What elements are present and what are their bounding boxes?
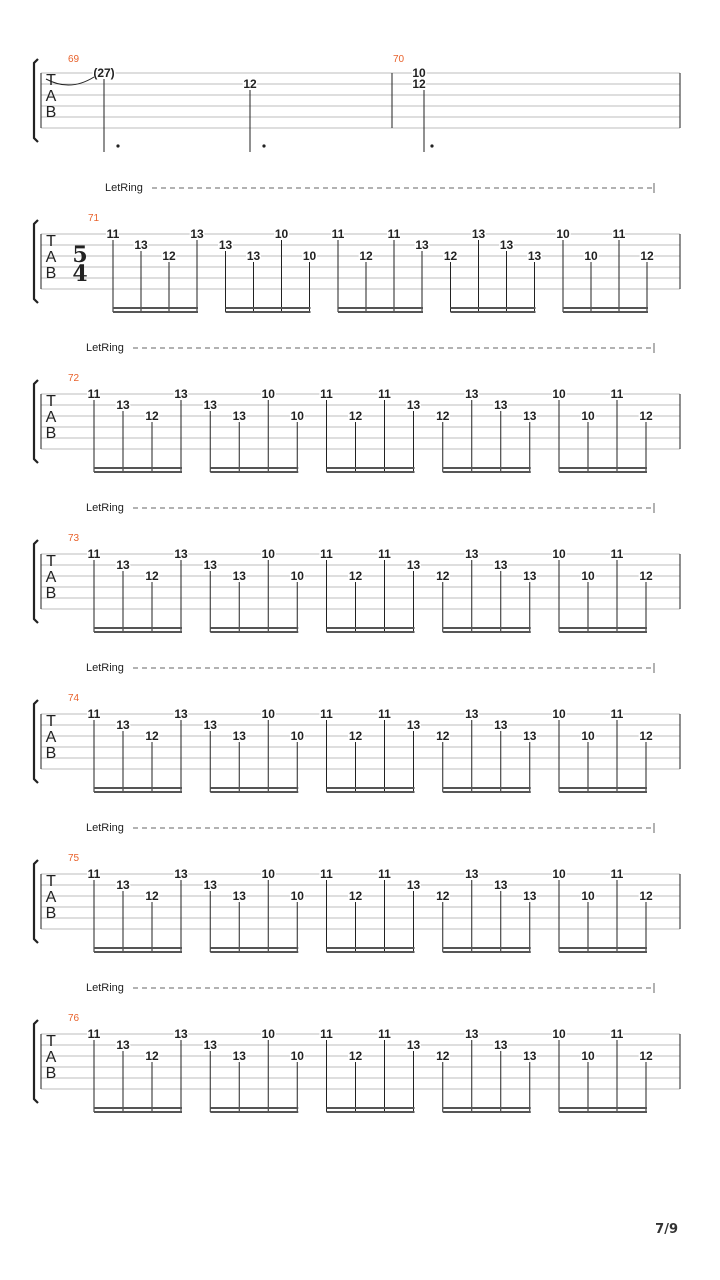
beam <box>443 471 531 473</box>
fret-number: 10 <box>290 889 304 903</box>
beam <box>327 951 415 953</box>
fret-number: 12 <box>243 77 257 91</box>
fret-number: 11 <box>87 867 101 881</box>
fret-number: 13 <box>406 718 421 732</box>
fret-number: 12 <box>145 729 159 743</box>
beam <box>210 467 298 469</box>
beam <box>210 787 298 789</box>
fret-number: 13 <box>190 227 204 241</box>
beam <box>327 631 415 633</box>
fret-number: 13 <box>232 889 246 903</box>
beam <box>113 311 198 313</box>
fret-number: 12 <box>412 77 426 91</box>
fret-number: 10 <box>302 249 317 263</box>
fret-number: 10 <box>552 707 566 721</box>
fret-number: 13 <box>246 249 261 263</box>
fret-number: 10 <box>584 249 598 263</box>
fret-number: 13 <box>203 558 217 572</box>
fret-number: 13 <box>406 1038 421 1052</box>
beam <box>94 951 182 953</box>
fret-number: 13 <box>527 249 542 263</box>
fret-number: 10 <box>290 1049 304 1063</box>
beam <box>327 787 415 789</box>
system-bracket <box>34 540 38 623</box>
beam <box>94 471 182 473</box>
fret-number: 10 <box>290 569 304 583</box>
beam <box>113 307 198 309</box>
fret-number: 13 <box>203 1038 217 1052</box>
beam <box>451 311 536 313</box>
fret-number: 11 <box>612 227 626 241</box>
fret-number: 13 <box>116 878 130 892</box>
beam <box>563 307 648 309</box>
let-ring-label: LetRing <box>86 342 124 354</box>
fret-number: 10 <box>552 867 566 881</box>
tab-clef-letter: A <box>45 88 57 105</box>
fret-number: 12 <box>436 1049 450 1063</box>
fret-number: 12 <box>639 729 653 743</box>
fret-number: 12 <box>162 249 176 263</box>
fret-number: 13 <box>494 718 508 732</box>
beam <box>443 627 531 629</box>
measure-number: 76 <box>68 1013 80 1024</box>
beam <box>226 307 311 309</box>
fret-number: 11 <box>320 1027 333 1041</box>
beam <box>443 1111 531 1113</box>
beam <box>443 467 531 469</box>
fret-number: 11 <box>378 707 391 721</box>
beam <box>327 467 415 469</box>
fret-number: 12 <box>639 569 653 583</box>
beam <box>210 1111 298 1113</box>
system-bracket <box>34 59 38 142</box>
fret-number: 10 <box>261 867 275 881</box>
fret-number: 13 <box>523 1049 537 1063</box>
fret-number: 13 <box>232 409 246 423</box>
beam <box>443 947 531 949</box>
tab-clef-letter: T <box>46 393 56 410</box>
beam <box>210 947 298 949</box>
fret-number: 11 <box>320 387 333 401</box>
beam <box>559 1107 647 1109</box>
beam <box>210 471 298 473</box>
fret-number: 13 <box>499 238 514 252</box>
tab-clef-letter: A <box>45 1049 57 1066</box>
system-bracket <box>34 700 38 783</box>
page-number: 7/9 <box>655 1222 678 1237</box>
let-ring-label: LetRing <box>86 982 124 994</box>
beam <box>443 1107 531 1109</box>
beam <box>94 467 182 469</box>
tab-clef-letter: B <box>45 265 57 282</box>
fret-number: 13 <box>465 547 479 561</box>
fret-number: 13 <box>174 867 188 881</box>
fret-number: 12 <box>348 1049 363 1063</box>
tab-clef-letter: T <box>46 72 56 89</box>
beam <box>559 951 647 953</box>
fret-number: 13 <box>523 889 537 903</box>
measure-number: 73 <box>68 533 80 544</box>
beam <box>210 1107 298 1109</box>
beam <box>559 947 647 949</box>
system-bracket <box>34 860 38 943</box>
fret-number: 11 <box>320 547 333 561</box>
beam <box>226 311 311 313</box>
fret-number: 12 <box>443 249 458 263</box>
fret-number: 13 <box>523 409 537 423</box>
tab-clef-letter: B <box>45 104 57 121</box>
tab-clef-letter: B <box>45 425 57 442</box>
fret-number: 11 <box>87 387 101 401</box>
fret-number: 13 <box>471 227 486 241</box>
fret-number: 13 <box>523 569 537 583</box>
beam <box>443 631 531 633</box>
tab-clef-letter: T <box>46 1033 56 1050</box>
tab-clef-letter: A <box>45 729 57 746</box>
tab-clef-letter: B <box>45 745 57 762</box>
fret-number: 13 <box>406 558 421 572</box>
time-signature-bottom: 4 <box>72 261 88 287</box>
fret-number: 11 <box>610 867 624 881</box>
fret-number: 13 <box>134 238 148 252</box>
fret-number: 13 <box>406 398 421 412</box>
beam <box>327 627 415 629</box>
beam <box>94 787 182 789</box>
beam <box>94 631 182 633</box>
measure-number: 70 <box>393 54 405 65</box>
beam <box>94 947 182 949</box>
fret-number: 13 <box>232 729 246 743</box>
dot <box>430 144 433 147</box>
fret-number: 10 <box>261 707 275 721</box>
measure-number: 72 <box>68 373 80 384</box>
fret-number: 13 <box>465 867 479 881</box>
fret-number: (27) <box>93 66 115 80</box>
fret-number: 12 <box>145 569 159 583</box>
beam <box>563 311 648 313</box>
tab-clef-letter: B <box>45 905 57 922</box>
beam <box>210 791 298 793</box>
tab-clef-letter: A <box>45 249 57 266</box>
beam <box>559 791 647 793</box>
fret-number: 13 <box>174 1027 188 1041</box>
fret-number: 13 <box>203 718 217 732</box>
fret-number: 13 <box>494 398 508 412</box>
fret-number: 10 <box>274 227 289 241</box>
fret-number: 13 <box>523 729 537 743</box>
beam <box>210 951 298 953</box>
beam <box>338 307 423 309</box>
fret-number: 13 <box>116 1038 130 1052</box>
beam <box>94 627 182 629</box>
fret-number: 10 <box>261 387 275 401</box>
fret-number: 13 <box>465 707 479 721</box>
beam <box>559 467 647 469</box>
beam <box>443 951 531 953</box>
fret-number: 13 <box>406 878 421 892</box>
beam <box>327 947 415 949</box>
fret-number: 12 <box>640 249 654 263</box>
measure-number: 74 <box>68 693 80 704</box>
dot <box>116 144 119 147</box>
fret-number: 10 <box>581 1049 595 1063</box>
fret-number: 13 <box>203 398 217 412</box>
fret-number: 12 <box>436 409 450 423</box>
fret-number: 10 <box>581 569 595 583</box>
beam <box>443 787 531 789</box>
fret-number: 12 <box>436 729 450 743</box>
let-ring-label: LetRing <box>86 822 124 834</box>
tab-clef-letter: A <box>45 889 57 906</box>
fret-number: 13 <box>116 398 130 412</box>
fret-number: 12 <box>145 1049 159 1063</box>
fret-number: 10 <box>556 227 570 241</box>
system-bracket <box>34 220 38 303</box>
beam <box>559 631 647 633</box>
fret-number: 12 <box>348 889 363 903</box>
beam <box>94 1107 182 1109</box>
fret-number: 12 <box>348 409 363 423</box>
fret-number: 11 <box>378 1027 391 1041</box>
tab-clef-letter: B <box>45 585 57 602</box>
beam <box>210 631 298 633</box>
fret-number: 13 <box>465 1027 479 1041</box>
fret-number: 13 <box>218 238 233 252</box>
fret-number: 12 <box>639 889 653 903</box>
fret-number: 11 <box>610 1027 624 1041</box>
fret-number: 12 <box>145 409 159 423</box>
fret-number: 11 <box>87 547 101 561</box>
beam <box>559 787 647 789</box>
let-ring-label: LetRing <box>86 662 124 674</box>
tab-clef-letter: A <box>45 569 57 586</box>
fret-number: 12 <box>436 889 450 903</box>
fret-number: 12 <box>639 409 653 423</box>
fret-number: 11 <box>87 707 101 721</box>
time-signature-top: 5 <box>72 242 88 268</box>
fret-number: 10 <box>552 1027 566 1041</box>
fret-number: 13 <box>465 387 479 401</box>
beam <box>559 627 647 629</box>
measure-number: 75 <box>68 853 80 864</box>
fret-number: 10 <box>581 729 595 743</box>
fret-number: 10 <box>290 409 304 423</box>
fret-number: 13 <box>203 878 217 892</box>
system-bracket <box>34 380 38 463</box>
fret-number: 10 <box>581 409 595 423</box>
fret-number: 11 <box>610 547 624 561</box>
tab-clef-letter: T <box>46 233 56 250</box>
fret-number: 10 <box>261 1027 275 1041</box>
fret-number: 11 <box>106 227 120 241</box>
beam <box>443 791 531 793</box>
fret-number: 11 <box>387 227 401 241</box>
fret-number: 13 <box>494 878 508 892</box>
fret-number: 12 <box>145 889 159 903</box>
fret-number: 13 <box>232 1049 246 1063</box>
beam <box>210 627 298 629</box>
fret-number: 10 <box>412 66 426 80</box>
beam <box>94 791 182 793</box>
fret-number: 11 <box>320 867 333 881</box>
beam <box>327 791 415 793</box>
fret-number: 10 <box>290 729 304 743</box>
beam <box>94 1111 182 1113</box>
beam <box>451 307 536 309</box>
beam <box>327 1107 415 1109</box>
beam <box>559 1111 647 1113</box>
tab-clef-letter: B <box>45 1065 57 1082</box>
beam <box>327 471 415 473</box>
fret-number: 11 <box>378 867 391 881</box>
tab-clef-letter: T <box>46 553 56 570</box>
tab-clef-letter: T <box>46 873 56 890</box>
fret-number: 13 <box>174 387 188 401</box>
beam <box>338 311 423 313</box>
fret-number: 13 <box>232 569 246 583</box>
fret-number: 12 <box>348 729 363 743</box>
fret-number: 13 <box>174 547 188 561</box>
fret-number: 11 <box>610 707 624 721</box>
dot <box>262 144 265 147</box>
measure-number: 69 <box>68 54 80 65</box>
fret-number: 11 <box>610 387 624 401</box>
fret-number: 13 <box>415 238 429 252</box>
let-ring-label: LetRing <box>105 182 143 194</box>
measure-number: 71 <box>88 213 100 224</box>
system-bracket <box>34 1020 38 1103</box>
fret-number: 13 <box>174 707 188 721</box>
fret-number: 10 <box>261 547 275 561</box>
fret-number: 13 <box>116 558 130 572</box>
beam <box>327 1111 415 1113</box>
let-ring-label: LetRing <box>86 502 124 514</box>
fret-number: 10 <box>581 889 595 903</box>
fret-number: 11 <box>331 227 345 241</box>
fret-number: 13 <box>494 558 508 572</box>
fret-number: 12 <box>639 1049 653 1063</box>
fret-number: 13 <box>494 1038 508 1052</box>
fret-number: 12 <box>436 569 450 583</box>
fret-number: 11 <box>320 707 333 721</box>
tab-clef-letter: T <box>46 713 56 730</box>
fret-number: 13 <box>116 718 130 732</box>
beam <box>559 471 647 473</box>
fret-number: 11 <box>87 1027 101 1041</box>
fret-number: 10 <box>552 547 566 561</box>
fret-number: 12 <box>359 249 373 263</box>
fret-number: 11 <box>378 547 391 561</box>
fret-number: 10 <box>552 387 566 401</box>
fret-number: 12 <box>348 569 363 583</box>
fret-number: 11 <box>378 387 391 401</box>
tab-clef-letter: A <box>45 409 57 426</box>
